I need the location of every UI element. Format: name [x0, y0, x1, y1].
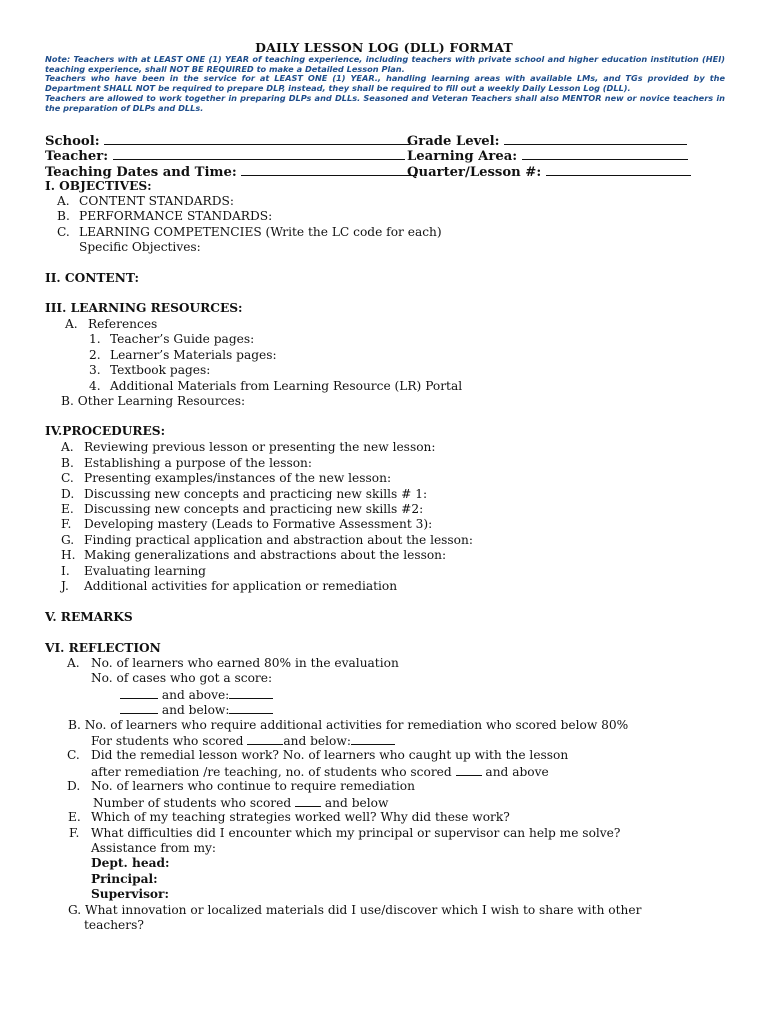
procedure-item: Presenting examples/instances of the new lesson:: [84, 471, 392, 485]
learning-area-blank: [522, 148, 688, 160]
procedure-marker: D.: [61, 487, 75, 501]
score-blank: [229, 687, 273, 699]
note-paragraph: Note: Teachers with at LEAST ONE (1) YEAR of teaching experience, including teachers with private school and higher education institution (HEI) teaching experience, shall NOT BE REQUIRED to make a Detailed Lesson Plan.: [45, 54, 725, 74]
score-blank: [229, 702, 273, 714]
reflection-b-sub: [91, 733, 395, 748]
reference-item: Textbook pages:: [110, 363, 211, 377]
note-paragraph: Teachers who have been in the service for at LEAST ONE (1) YEAR., handling learning areas with available LMs, and TGs provided by the Department SHALL NOT be required to prepare DLP, instead, they shall be required to fill out a weekly Daily Lesson Log (DLL).: [45, 73, 725, 94]
procedure-marker: E.: [61, 502, 74, 516]
reflection-b-sub-label: and below:: [283, 734, 351, 748]
content-heading: II. CONTENT:: [45, 271, 139, 285]
reflection-c-marker: C.: [67, 748, 80, 762]
reflection-d-sub-label: Number of students who scored: [93, 796, 292, 810]
score-blank: [247, 733, 283, 745]
objectives-heading: I. OBJECTIVES:: [45, 179, 152, 193]
quarter-lesson-label: Quarter/Lesson #:: [407, 165, 542, 180]
teacher-label: Teacher:: [45, 149, 109, 164]
teacher-field: [45, 148, 405, 164]
document-title: DAILY LESSON LOG (DLL) FORMAT: [255, 40, 513, 55]
reflection-a-text: No. of learners who earned 80% in the evaluation: [91, 656, 399, 670]
procedure-marker: G.: [61, 533, 75, 547]
procedure-item: Making generalizations and abstractions about the lesson:: [84, 548, 447, 562]
reflection-b-text: B. No. of learners who require additional activities for remediation who scored below 80%: [68, 718, 629, 732]
score-blank: [456, 764, 482, 776]
specific-objectives: Specific Objectives:: [79, 240, 201, 254]
quarter-lesson-field: [407, 164, 691, 180]
procedure-marker: I.: [61, 564, 70, 578]
procedure-marker: H.: [61, 548, 76, 562]
procedures-heading: IV.PROCEDURES:: [45, 424, 166, 438]
procedure-item: Evaluating learning: [84, 564, 206, 578]
dates-time-blank: [241, 164, 417, 176]
quarter-lesson-blank: [546, 164, 691, 176]
school-blank: [104, 133, 410, 145]
score-above-label: and above:: [161, 688, 230, 702]
procedure-marker: F.: [61, 517, 72, 531]
grade-level-blank: [504, 133, 687, 145]
procedure-item: Developing mastery (Leads to Formative Assessment 3):: [84, 517, 433, 531]
learning-area-label: Learning Area:: [407, 149, 518, 164]
reflection-d-sub: [93, 795, 388, 810]
reflection-c-sub-label: and above: [485, 765, 549, 779]
references-label: References: [88, 317, 158, 331]
procedure-item: Reviewing previous lesson or presenting the new lesson:: [84, 440, 436, 454]
procedure-marker: J.: [61, 579, 69, 593]
teacher-blank: [113, 148, 405, 160]
reflection-d-text: No. of learners who continue to require remediation: [91, 779, 415, 793]
procedure-marker: C.: [61, 471, 74, 485]
procedure-item: Discussing new concepts and practicing new skills # 1:: [84, 487, 428, 501]
principal-label: Principal:: [91, 872, 158, 886]
score-blank: [351, 733, 395, 745]
objective-b-marker: B.: [57, 209, 70, 223]
reflection-b-sub-label: For students who scored: [91, 734, 244, 748]
reflection-e-marker: E.: [68, 810, 81, 824]
reference-marker: 3.: [89, 363, 101, 377]
reflection-a-marker: A.: [67, 656, 80, 670]
score-above-line: [120, 687, 273, 702]
dates-time-field: [45, 164, 417, 180]
procedure-item: Discussing new concepts and practicing new skills #2:: [84, 502, 424, 516]
reference-item: Additional Materials from Learning Resource (LR) Portal: [110, 379, 463, 393]
reflection-a-sub: No. of cases who got a score:: [91, 671, 273, 685]
school-label: School:: [45, 134, 100, 149]
reflection-f-text: What difficulties did I encounter which my principal or supervisor can help me solve?: [91, 826, 621, 840]
score-blank: [295, 795, 321, 807]
score-below-label: and below:: [161, 703, 230, 717]
objective-a-marker: A.: [57, 194, 70, 208]
procedure-item: Establishing a purpose of the lesson:: [84, 456, 313, 470]
reflection-d-marker: D.: [67, 779, 81, 793]
reflection-g-cont: teachers?: [84, 918, 144, 932]
score-blank: [120, 702, 158, 714]
objective-c-text: LEARNING COMPETENCIES (Write the LC code for each): [79, 225, 442, 239]
supervisor-label: Supervisor:: [91, 887, 169, 901]
objective-b-text: PERFORMANCE STANDARDS:: [79, 209, 273, 223]
reflection-c-text: Did the remedial lesson work? No. of learners who caught up with the lesson: [91, 748, 569, 762]
reference-marker: 2.: [89, 348, 101, 362]
references-marker: A.: [65, 317, 78, 331]
reflection-e-text: Which of my teaching strategies worked well? Why did these work?: [91, 810, 510, 824]
reference-marker: 1.: [89, 332, 101, 346]
procedure-item: Additional activities for application or remediation: [84, 579, 398, 593]
reflection-f-marker: F.: [69, 826, 80, 840]
reflection-g-text: G. What innovation or localized materials did I use/discover which I wish to share with other: [68, 903, 642, 917]
school-field: [45, 133, 410, 149]
grade-level-field: [407, 133, 687, 149]
grade-level-label: Grade Level:: [407, 134, 500, 149]
other-resources: B. Other Learning Resources:: [61, 394, 246, 408]
reflection-heading: VI. REFLECTION: [45, 641, 161, 655]
score-blank: [120, 687, 158, 699]
reference-marker: 4.: [89, 379, 101, 393]
learning-area-field: [407, 148, 688, 164]
procedure-marker: B.: [61, 456, 74, 470]
assistance-label: Assistance from my:: [91, 841, 217, 855]
reflection-d-sub-label: and below: [324, 796, 389, 810]
reference-item: Teacher’s Guide pages:: [110, 332, 255, 346]
objective-a-text: CONTENT STANDARDS:: [79, 194, 234, 208]
remarks-heading: V. REMARKS: [45, 610, 133, 624]
dates-time-label: Teaching Dates and Time:: [45, 165, 237, 180]
resources-heading: III. LEARNING RESOURCES:: [45, 301, 243, 315]
procedure-item: Finding practical application and abstraction about the lesson:: [84, 533, 473, 547]
reference-item: Learner’s Materials pages:: [110, 348, 277, 362]
dept-head-label: Dept. head:: [91, 856, 170, 870]
objective-c-marker: C.: [57, 225, 70, 239]
reflection-c-sub-label: after remediation /re teaching, no. of students who scored: [91, 765, 452, 779]
notes-block: [45, 55, 725, 113]
procedure-marker: A.: [61, 440, 74, 454]
score-below-line: [120, 702, 273, 717]
note-paragraph: Teachers are allowed to work together in preparing DLPs and DLLs. Seasoned and Veteran Teachers shall also MENTOR new or novice teachers in the preparation of DLPs and DLLs.: [45, 92, 725, 113]
reflection-c-sub: [91, 764, 549, 779]
